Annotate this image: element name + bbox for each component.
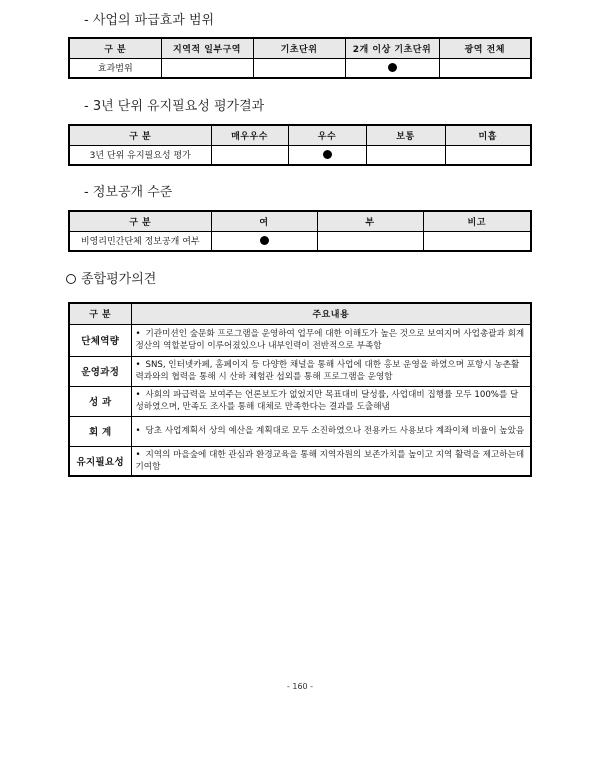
- table-row: [69, 386, 531, 416]
- header-cell: 미흡: [445, 125, 531, 145]
- content-text: 지역의 마을숲에 대한 관심과 환경교육을 통해 지역자원의 보존가치를 높이고 지역 활력을 제고하는데 기여함: [135, 449, 525, 472]
- table-row: [69, 231, 531, 251]
- section-heading-effect-range: - 사업의 파급효과 범위: [84, 13, 215, 28]
- row-content: • 사회의 파급력을 보여주는 언론보도가 없었지만 목표대비 달성률, 사업대비 집행률 모두 100%를 달성하였으며, 만족도 조사를 통해 대체로 만족한다는 결과를 도출해냄: [131, 386, 531, 416]
- header-cell: 주요내용: [131, 303, 531, 324]
- selected-dot-icon: [323, 150, 332, 159]
- value-cell: [317, 231, 423, 251]
- row-label: 회 계: [69, 416, 131, 446]
- content-text: 당초 사업계획서 상의 예산을 계획대로 모두 소진하였으나 전용카드 사용보다 계좌이체 비율이 높았음: [145, 426, 525, 436]
- value-cell: [445, 145, 531, 165]
- table-row: [69, 324, 531, 356]
- overall-eval-title: 종합평가의견: [81, 272, 157, 287]
- header-cell: 매우우수: [211, 125, 288, 145]
- overall-eval-table: [68, 302, 532, 477]
- row-content: • 당초 사업계획서 상의 예산을 계획대로 모두 소진하였으나 전용카드 사용보다 계좌이체 비율이 높았음: [131, 416, 531, 446]
- header-cell: 지역적 일부구역: [161, 38, 253, 58]
- table-row: [69, 58, 531, 78]
- row-label: 효과범위: [69, 58, 161, 78]
- value-cell: [253, 58, 345, 78]
- value-cell: [366, 145, 445, 165]
- header-cell: 부: [317, 211, 423, 231]
- row-content: • 지역의 마을숲에 대한 관심과 환경교육을 통해 지역자원의 보존가치를 높이고 지역 활력을 제고하는데 기여함: [131, 446, 531, 476]
- value-cell: [439, 58, 531, 78]
- row-label: 유지필요성: [69, 446, 131, 476]
- maintenance-eval-table: [68, 124, 532, 166]
- section-heading-maintenance-eval: - 3년 단위 유지필요성 평가결과: [84, 99, 265, 114]
- table-header-row: [69, 303, 531, 324]
- header-cell: 구 분: [69, 125, 211, 145]
- table-header-row: [69, 125, 531, 145]
- table-row: [69, 416, 531, 446]
- header-cell: 보통: [366, 125, 445, 145]
- header-cell: 비고: [423, 211, 531, 231]
- table-row: [69, 356, 531, 386]
- value-cell: [288, 145, 366, 165]
- table-header-row: [69, 211, 531, 231]
- hollow-circle-icon: [66, 274, 76, 284]
- value-cell: [423, 231, 531, 251]
- content-text: 사회의 파급력을 보여주는 언론보도가 없었지만 목표대비 달성률, 사업대비 집행률 모두 100%를 달성하였으며, 만족도 조사를 통해 대체로 만족한다는 결과를 도출해냄: [135, 390, 519, 412]
- row-label: 3년 단위 유지필요성 평가: [69, 145, 211, 165]
- header-cell: 구 분: [69, 38, 161, 58]
- selected-dot-icon: [388, 63, 397, 72]
- row-label: 단체역량: [69, 324, 131, 356]
- table-row: [69, 145, 531, 165]
- effect-range-table: [68, 37, 532, 79]
- header-cell: 우수: [288, 125, 366, 145]
- table-row: [69, 446, 531, 476]
- section-heading-info-disclosure: - 정보공개 수준: [84, 185, 173, 200]
- row-content: • SNS, 인터넷카페, 홈페이지 등 다양한 채널을 통해 사업에 대한 홍보 운영을 하였으며 포항시 농촌활력과와의 협력을 통해 시 산하 체험관 섭외를 통해 프로그램을 운영함: [131, 356, 531, 386]
- header-cell: 구 분: [69, 211, 211, 231]
- row-label: 운영과정: [69, 356, 131, 386]
- header-cell: 기초단위: [253, 38, 345, 58]
- page-number: - 160 -: [286, 682, 314, 691]
- value-cell: [211, 231, 317, 251]
- value-cell: [211, 145, 288, 165]
- row-content: • 기관미션인 숲문화 프로그램을 운영하여 업무에 대한 이해도가 높은 것으로 보여지며 사업총괄과 회계정산의 역할분담이 이루어졌있으나 내부인력이 전반적으로 부족함: [131, 324, 531, 356]
- content-text: SNS, 인터넷카페, 홈페이지 등 다양한 채널을 통해 사업에 대한 홍보 운영을 하였으며 포항시 농촌활력과와의 협력을 통해 시 산하 체험관 섭외를 통해 프로그램을 운영함: [135, 360, 520, 382]
- info-disclosure-table: [68, 210, 532, 252]
- value-cell: [345, 58, 439, 78]
- header-cell: 구 분: [69, 303, 131, 324]
- value-cell: [161, 58, 253, 78]
- row-label: 성 과: [69, 386, 131, 416]
- header-cell: 광역 전체: [439, 38, 531, 58]
- selected-dot-icon: [260, 236, 269, 245]
- row-label: 비영리민간단체 정보공개 여부: [69, 231, 211, 251]
- header-cell: 2개 이상 기초단위: [345, 38, 439, 58]
- section-heading-overall-eval: [66, 268, 156, 287]
- content-text: 기관미션인 숲문화 프로그램을 운영하여 업무에 대한 이해도가 높은 것으로 보여지며 사업총괄과 회계정산의 역할분담이 이루어졌있으나 내부인력이 전반적으로 부족함: [135, 329, 525, 351]
- header-cell: 여: [211, 211, 317, 231]
- table-header-row: [69, 38, 531, 58]
